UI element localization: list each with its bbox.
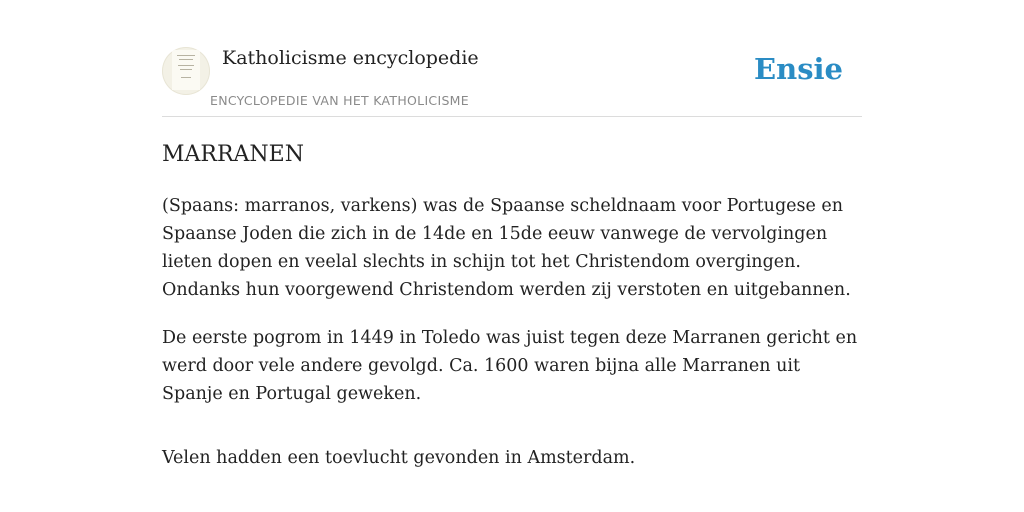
entry-paragraph: Velen hadden een toevlucht gevonden in Amsterdam. (162, 448, 636, 468)
book-title[interactable]: Katholicisme encyclopedie (222, 47, 479, 69)
entry-paragraph: (Spaans: marranos, varkens) was de Spaanse scheldnaam voor Portugese en Spaanse Joden die zich in de 14de en 15de eeuw vanwege de vervolgingen lieten dopen en veelal slechts in schijn tot het Christendom overgingen. Ondanks hun voorgewend Christendom werden zij verstoten en uitgebannen. (162, 196, 851, 300)
page (162, 0, 862, 468)
brand-logo-link[interactable]: Ensie (754, 52, 843, 86)
entry-paragraph: De eerste pogrom in 1449 in Toledo was juist tegen deze Marranen gericht en werd door vele andere gevolgd. Ca. 1600 waren bijna alle Marranen uit Spanje en Portugal geweken. (162, 328, 858, 404)
entry-title: MARRANEN (162, 142, 304, 167)
book-cover-page-icon (172, 50, 200, 90)
book-subtitle: ENCYCLOPEDIE VAN HET KATHOLICISME (210, 93, 469, 108)
book-cover-thumbnail[interactable] (162, 47, 210, 95)
entry-body (162, 192, 862, 492)
header (162, 0, 862, 117)
